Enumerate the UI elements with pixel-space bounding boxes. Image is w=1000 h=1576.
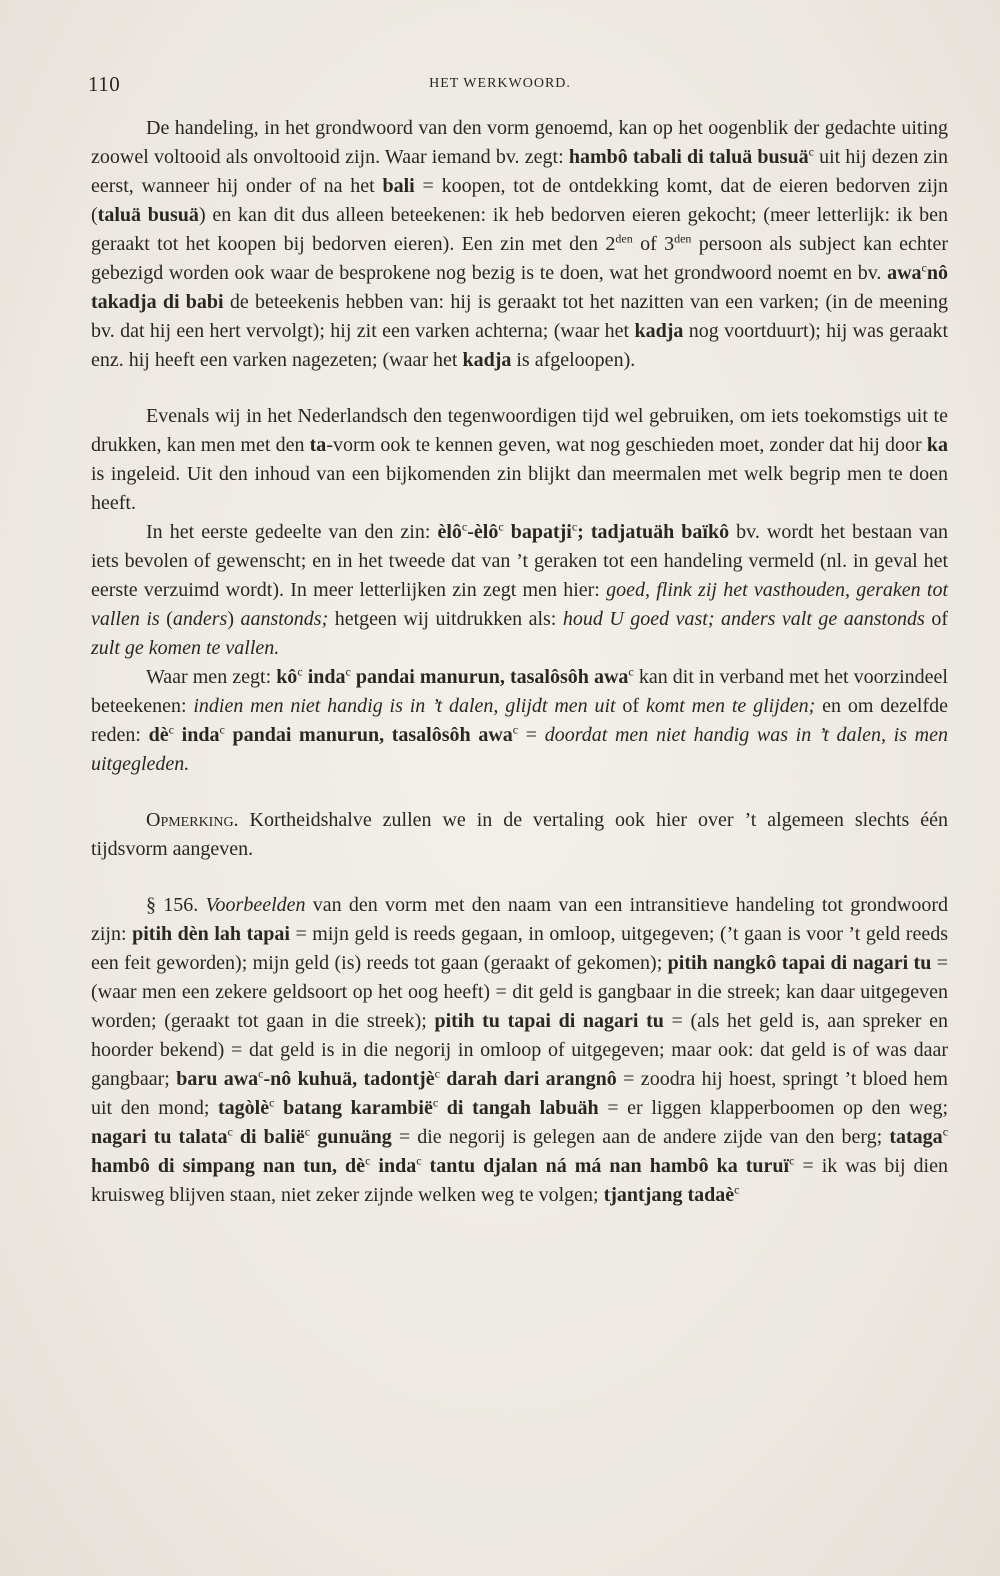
- text-run: (: [159, 608, 173, 630]
- paragraph-2: [91, 402, 948, 518]
- italic-text: houd U goed vast; anders valt ge aanstonds: [562, 608, 925, 630]
- text-run: = er liggen klapperboomen op den weg;: [598, 1097, 949, 1119]
- text-run: § 156.: [146, 894, 206, 916]
- text-run: bv. wordt het bestaan van iets bevolen of gewenscht; en in het tweede dat van ’t geraken tot een handeling vermeld (nl. in geval het eerste verzuimd wordt). In meer letterlijken zin zegt men hier:: [91, 521, 949, 601]
- superscript-mark: c: [219, 722, 225, 737]
- text-run: van den vorm met den naam van een intransitieve handeling tot grondwoord zijn:: [91, 894, 949, 945]
- text-run: de beteekenis hebben van: hij is geraakt tot het nazitten van een varken; (in de meening bv. dat hij een hert vervolgt); hij zit een varken achterna; (waar het: [91, 291, 948, 342]
- superscript-mark: c: [789, 1153, 795, 1168]
- paragraph-3: [91, 518, 948, 663]
- superscript-mark: c: [734, 1182, 740, 1197]
- paragraph-section-156: [91, 891, 948, 1210]
- superscript-mark: den: [674, 231, 692, 246]
- superscript-mark: c: [304, 1124, 311, 1139]
- bold-term: kadja: [462, 349, 512, 371]
- italic-text: zult ge komen te vallen.: [91, 637, 280, 659]
- text-run: is afgeloopen).: [511, 349, 636, 371]
- text-run: De handeling, in het grondwoord van den vorm genoemd, kan op het oogenblik der gedachte uiting zoowel voltooid als onvoltooid zijn. Waar iemand bv. zegt:: [91, 117, 948, 168]
- italic-text: doordat men niet handig was in ’t dalen, is men uitgegleden.: [91, 724, 948, 775]
- bold-term: inda: [302, 666, 346, 688]
- text-run: -vorm ook te kennen geven, wat nog geschieden moet, zonder dat hij door: [326, 434, 927, 456]
- text-run: ) en kan dit dus alleen beteekenen: ik heb bedorven eieren gekocht; (meer letterlijk: ik ben geraakt tot het koopen bij bedorven eieren). Een zin met den 2: [91, 204, 948, 255]
- superscript-mark: c: [498, 519, 504, 534]
- superscript-mark: c: [432, 1095, 439, 1110]
- bold-term: pandai manurun, tasalôsôh awa: [350, 666, 629, 688]
- superscript-mark: c: [512, 722, 519, 737]
- italic-text: goed, flink zij het vasthouden, geraken tot vallen is: [91, 579, 949, 630]
- bold-term: ta: [309, 434, 327, 456]
- superscript-mark: c: [808, 144, 814, 159]
- text-run: Evenals wij in het Nederlandsch den tegenwoordigen tijd wel gebruiken, om iets toekomstigs uit te drukken, kan men met den: [91, 405, 948, 456]
- text-run: = (als het geld is, aan spreker en hoorder bekend) = dat geld is in die negorij in omloop of uitgegeven; maar ook: dat geld is of was daar gangbaar;: [91, 1010, 948, 1090]
- page-number: 110: [88, 72, 121, 96]
- text-run: en om dezelfde reden:: [91, 695, 948, 746]
- text-run: uit hij dezen zin eerst, wanneer hij onder of na het: [91, 146, 948, 197]
- superscript-mark: c: [571, 519, 578, 534]
- bold-term: inda: [370, 1155, 417, 1177]
- text-run: of: [924, 608, 949, 630]
- text-run: = koopen, tot de ontdekking komt, dat de eieren bedorven zijn (: [91, 175, 949, 226]
- text-run: = mijn geld is reeds gegaan, in omloop, uitgegeven; (’t gaan is voor ’t geld reeds een feit geworden); mijn geld (is) reeds tot gaan (geraakt of gekomen);: [91, 923, 948, 974]
- superscript-mark: den: [615, 231, 633, 246]
- paragraph-remark: [91, 806, 948, 864]
- bold-term: baru awa: [176, 1068, 259, 1090]
- italic-text: anders: [172, 608, 228, 630]
- running-head: HET WERKWOORD.: [429, 76, 571, 91]
- bold-term: awa: [887, 262, 922, 284]
- bold-term: hambô tabali di taluä busuä: [568, 146, 809, 168]
- text-run: Waar men zegt:: [146, 666, 277, 688]
- bold-term: di tangah labuäh: [438, 1097, 599, 1119]
- bold-term: hambô di simpang nan tun, dè: [91, 1155, 366, 1177]
- bold-term: di balië: [232, 1126, 305, 1148]
- superscript-mark: c: [297, 664, 303, 679]
- bold-term: kadja: [634, 320, 684, 342]
- superscript-mark: c: [434, 1066, 440, 1081]
- superscript-mark: c: [365, 1153, 371, 1168]
- page-header: [0, 72, 1000, 102]
- bold-term: gunuäng: [310, 1126, 392, 1148]
- superscript-mark: c: [269, 1095, 275, 1110]
- superscript-mark: c: [345, 664, 351, 679]
- italic-text: komt men te glijden;: [645, 695, 816, 717]
- text-run: of: [615, 695, 646, 717]
- bold-term: kô: [276, 666, 298, 688]
- superscript-mark: c: [416, 1153, 422, 1168]
- text-run: = die negorij is gelegen aan de andere zijde van den berg;: [391, 1126, 890, 1148]
- bold-term: dè: [148, 724, 169, 746]
- italic-text: Voorbeelden: [205, 894, 306, 916]
- italic-text: aanstonds;: [240, 608, 329, 630]
- superscript-mark: c: [227, 1124, 233, 1139]
- bold-term: tataga: [889, 1126, 943, 1148]
- bold-term: ka: [926, 434, 948, 456]
- bold-term: pitih nangkô tapai di nagari tu: [667, 952, 932, 974]
- bold-term: -èlô: [467, 521, 499, 543]
- text-run: nog voortduurt); hij was geraakt enz. hij heeft een varken nagezeten; (waar het: [91, 320, 949, 371]
- bold-term: tjantjang tadaè: [603, 1184, 735, 1206]
- bold-term: -nô kuhuä, tadontjè: [263, 1068, 435, 1090]
- bold-term: bapatji: [503, 521, 572, 543]
- bold-term: batang karambië: [274, 1097, 433, 1119]
- bold-term: pandai manurun, tasalôsôh awa: [224, 724, 513, 746]
- text-run: hetgeen wij uitdrukken als:: [328, 608, 563, 630]
- text-run: persoon als subject kan echter gebezigd worden ook waar de besprokene nog bezig is te doen, wat het grondwoord noemt en bv.: [91, 233, 948, 284]
- text-run: =: [518, 724, 545, 746]
- body-text: [91, 114, 948, 1210]
- bold-term: taluä busuä: [97, 204, 199, 226]
- text-run: In het eerste gedeelte van den zin:: [146, 521, 438, 543]
- superscript-mark: c: [258, 1066, 264, 1081]
- superscript-mark: c: [168, 722, 174, 737]
- text-run: kan dit in verband met het voorzindeel beteekenen:: [91, 666, 948, 717]
- bold-term: inda: [173, 724, 220, 746]
- bold-term: nô takadja di babi: [91, 262, 948, 313]
- text-run: = ik was bij dien kruisweg blijven staan, niet zeker zijnde welken weg te volgen;: [91, 1155, 948, 1206]
- bold-term: èlô: [437, 521, 462, 543]
- superscript-mark: c: [461, 519, 468, 534]
- bold-term: pitih tu tapai di nagari tu: [434, 1010, 664, 1032]
- bold-term: pitih dèn lah tapai: [132, 923, 290, 945]
- superscript-mark: c: [921, 260, 927, 275]
- superscript-mark: c: [942, 1124, 949, 1139]
- bold-term: tagòlè: [218, 1097, 270, 1119]
- text-run: Kortheidshalve zullen we in de vertaling ook hier over ’t algemeen slechts één tijdsvorm aangeven.: [91, 809, 948, 860]
- text-run: of 3: [632, 233, 675, 255]
- superscript-mark: c: [628, 664, 634, 679]
- paragraph-1: [91, 114, 948, 375]
- bold-term: ; tadjatuäh baïkô: [577, 521, 730, 543]
- bold-term: bali: [382, 175, 415, 197]
- small-caps-label: Opmerking.: [146, 809, 239, 831]
- bold-term: nagari tu talata: [91, 1126, 228, 1148]
- italic-text: indien men niet handig is in ’t dalen, glijdt men uit: [193, 695, 616, 717]
- text-run: = zoodra hij hoest, springt ’t bloed hem uit den mond;: [91, 1068, 948, 1119]
- text-run: is ingeleid. Uit den inhoud van een bijkomenden zin blijkt dan meermalen met welk begrip men te doen heeft.: [91, 463, 948, 514]
- bold-term: tantu djalan ná má nan hambô ka turuï: [421, 1155, 790, 1177]
- text-run: = (waar men een zekere geldsoort op het oog heeft) = dit geld is gangbaar in die streek; kan daar uitgegeven worden; (geraakt tot gaan in die streek);: [91, 952, 948, 1032]
- paragraph-4: [91, 663, 948, 779]
- bold-term: darah dari arangnô: [439, 1068, 617, 1090]
- text-run: ): [227, 608, 241, 630]
